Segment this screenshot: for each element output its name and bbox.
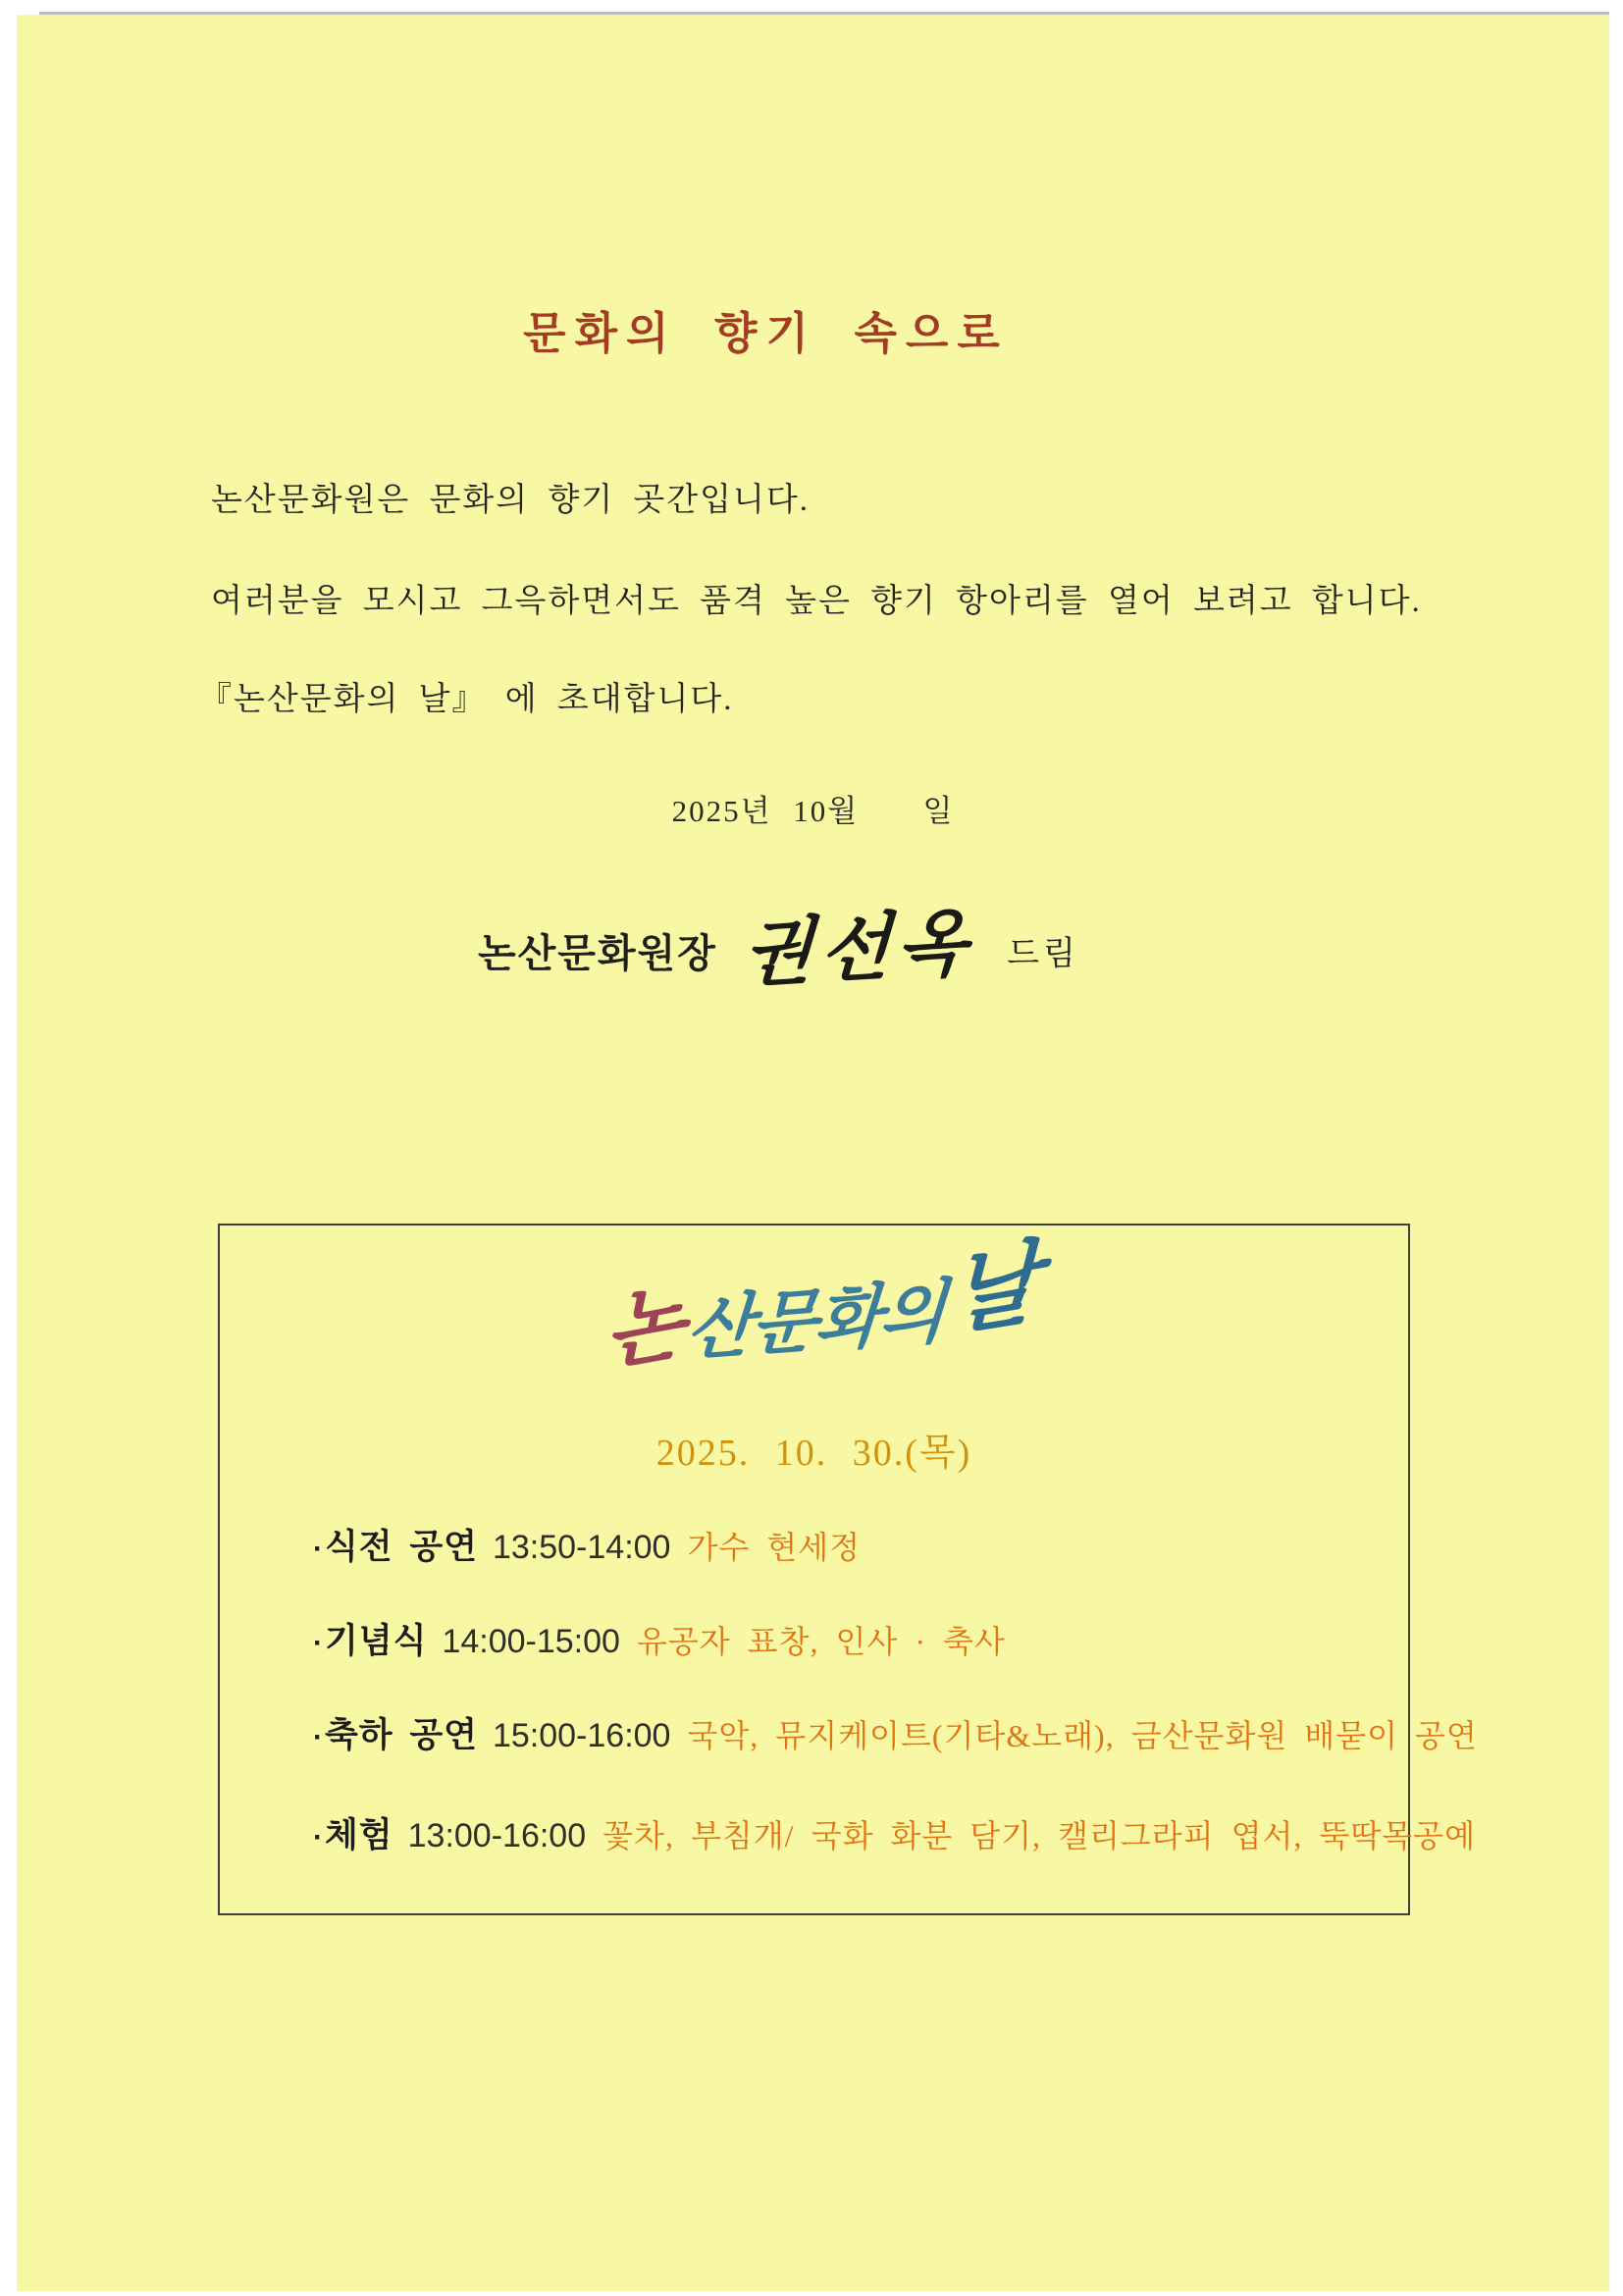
event-info-box bbox=[218, 1224, 1478, 1915]
logo-part-teal: 산문화의 bbox=[684, 1275, 947, 1370]
schedule-description: 가수 현세정 bbox=[687, 1530, 862, 1565]
signature-org-title: 논산문화원장 bbox=[478, 931, 717, 975]
signature-name-calligraphy: 권선옥 bbox=[740, 903, 976, 997]
letter-date-line: 2025년 10월 일 bbox=[671, 794, 955, 828]
logo-part-maroon: 논 bbox=[603, 1277, 687, 1382]
schedule-label: 체험 bbox=[325, 1816, 393, 1854]
bullet-icon: · bbox=[313, 1627, 323, 1659]
letter-paragraph-3: 『논산문화의 날』 에 초대합니다. bbox=[199, 682, 734, 717]
event-schedule bbox=[313, 1520, 1478, 1903]
invitation-page bbox=[17, 15, 1609, 2291]
bullet-icon: · bbox=[313, 1533, 323, 1565]
schedule-time: 13:00-16:00 bbox=[407, 1817, 587, 1854]
page-title: 문화의 향기 속으로 bbox=[523, 308, 1009, 358]
schedule-time: 13:50-14:00 bbox=[492, 1529, 671, 1566]
schedule-item-pre-ceremony bbox=[313, 1520, 1385, 1566]
signature-line bbox=[0, 891, 1575, 1009]
schedule-description: 유공자 표창, 인사 · 축사 bbox=[636, 1624, 1006, 1659]
schedule-time: 14:00-15:00 bbox=[442, 1623, 620, 1660]
letter-paragraph-1: 논산문화원은 문화의 향기 곳간입니다. bbox=[211, 483, 811, 518]
schedule-label: 식전 공연 bbox=[325, 1528, 478, 1566]
schedule-item-experience bbox=[313, 1808, 1476, 1854]
schedule-label: 축하 공연 bbox=[325, 1716, 478, 1754]
schedule-item-celebration bbox=[313, 1708, 1478, 1754]
schedule-item-ceremony bbox=[313, 1614, 1385, 1660]
schedule-label: 기념식 bbox=[325, 1622, 428, 1660]
schedule-description: 꽃차, 부침개/ 국화 화분 담기, 캘리그라피 엽서, 뚝딱목공예 bbox=[602, 1818, 1476, 1853]
bullet-icon: · bbox=[313, 1721, 323, 1753]
event-date: 2025. 10. 30.(목) bbox=[655, 1433, 972, 1474]
logo-part-blue: 날 bbox=[949, 1232, 1039, 1347]
letter-paragraph-2: 여러분을 모시고 그윽하면서도 품격 높은 향기 항아리를 열어 보려고 합니다. bbox=[211, 584, 1422, 619]
bullet-icon: · bbox=[313, 1821, 323, 1853]
schedule-time: 15:00-16:00 bbox=[492, 1717, 671, 1754]
event-logo-calligraphy bbox=[226, 1226, 1417, 1399]
signature-suffix: 드림 bbox=[1007, 934, 1079, 972]
schedule-description: 국악, 뮤지케이트(기타&노래), 금산문화원 배묻이 공연 bbox=[687, 1718, 1478, 1753]
